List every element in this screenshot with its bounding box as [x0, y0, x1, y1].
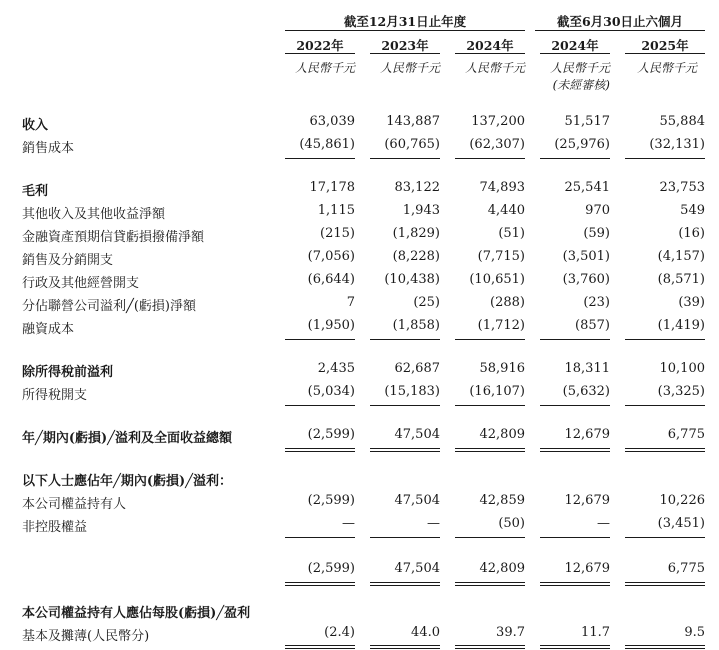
rule-single-0-c1	[370, 158, 440, 159]
rule-single-1-c1	[370, 339, 440, 340]
cell-r14-c1: —	[427, 516, 440, 531]
cell-r11-c4: 6,775	[667, 427, 705, 442]
cell-r11-c3: 12,679	[564, 427, 610, 442]
cell-r13-c0: (2,599)	[307, 493, 355, 508]
row-label-equity-holders: 本公司權益持有人	[22, 497, 127, 512]
year-header-3: 2024年	[466, 38, 514, 53]
cell-r14-c3: —	[597, 516, 610, 531]
cell-r17-c4: 9.5	[684, 625, 705, 640]
cell-r1-c2: (62,307)	[469, 137, 525, 152]
cell-r13-c4: 10,226	[659, 493, 705, 508]
cell-r4-c0: (215)	[320, 226, 355, 241]
rule-double-a-1-c0	[285, 582, 355, 583]
cell-r7-c0: 7	[346, 295, 355, 310]
unit-header-4: 人民幣千元	[549, 61, 610, 75]
cell-r0-c2: 137,200	[471, 114, 525, 129]
cell-r6-c4: (8,571)	[657, 272, 705, 287]
cell-r3-c1: 1,943	[402, 203, 440, 218]
year-rule-1	[285, 53, 355, 54]
cell-r1-c1: (60,765)	[384, 137, 440, 152]
row-label-profit-before-tax: 除所得稅前溢利	[22, 365, 114, 380]
rule-double-b-2-c2	[455, 648, 525, 649]
cell-r17-c2: 39.7	[496, 625, 525, 640]
year-header-2: 2023年	[381, 38, 429, 53]
cell-r4-c3: (59)	[583, 226, 610, 241]
cell-r11-c0: (2,599)	[307, 427, 355, 442]
rule-single-3-c1	[370, 537, 440, 538]
row-label-gross-profit: 毛利	[22, 184, 49, 199]
unaudited-note: (未經審核)	[552, 78, 610, 92]
header-group-halfyear: 截至6月30日止六個月	[556, 14, 684, 29]
rule-single-2-c1	[370, 405, 440, 406]
rule-double-b-1-c2	[455, 585, 525, 586]
cell-r15-c2: 42,809	[479, 561, 525, 576]
row-label-income-tax: 所得稅開支	[22, 388, 88, 403]
cell-r10-c0: (5,034)	[307, 384, 355, 399]
cell-r0-c1: 143,887	[386, 114, 440, 129]
cell-r8-c3: (857)	[575, 318, 610, 333]
year-rule-3	[455, 53, 525, 54]
rule-double-b-0-c3	[540, 451, 610, 452]
cell-r14-c0: —	[342, 516, 355, 531]
cell-r13-c3: 12,679	[564, 493, 610, 508]
cell-r2-c0: 17,178	[309, 180, 355, 195]
header-group-halfyear-rule	[535, 30, 705, 31]
unit-header-2: 人民幣千元	[379, 61, 440, 75]
cell-r10-c1: (15,183)	[384, 384, 440, 399]
year-rule-4	[540, 53, 610, 54]
cell-r5-c3: (3,501)	[562, 249, 610, 264]
cell-r8-c2: (1,712)	[477, 318, 525, 333]
rule-double-b-2-c0	[285, 648, 355, 649]
rule-double-a-1-c1	[370, 582, 440, 583]
cell-r0-c4: 55,884	[659, 114, 705, 129]
rule-single-3-c3	[540, 537, 610, 538]
cell-r2-c2: 74,893	[479, 180, 525, 195]
rule-single-1-c2	[455, 339, 525, 340]
cell-r11-c1: 47,504	[394, 427, 440, 442]
rule-double-b-0-c1	[370, 451, 440, 452]
cell-r8-c0: (1,950)	[307, 318, 355, 333]
rule-single-0-c3	[540, 158, 610, 159]
cell-r5-c4: (4,157)	[657, 249, 705, 264]
row-label-non-controlling: 非控股權益	[22, 520, 88, 535]
year-rule-5	[625, 53, 705, 54]
rule-double-a-1-c3	[540, 582, 610, 583]
rule-single-0-c2	[455, 158, 525, 159]
rule-double-b-0-c0	[285, 451, 355, 452]
rule-double-a-0-c0	[285, 448, 355, 449]
rule-double-b-0-c4	[625, 451, 705, 452]
cell-r6-c2: (10,651)	[469, 272, 525, 287]
cell-r2-c4: 23,753	[659, 180, 705, 195]
rule-single-0-c0	[285, 158, 355, 159]
rule-double-b-0-c2	[455, 451, 525, 452]
cell-r9-c4: 10,100	[659, 361, 705, 376]
cell-r13-c2: 42,859	[479, 493, 525, 508]
rule-single-3-c4	[625, 537, 705, 538]
row-label-eps-heading: 本公司權益持有人應佔每股(虧損)╱盈利	[22, 606, 251, 621]
year-header-1: 2022年	[296, 38, 344, 53]
rule-single-1-c3	[540, 339, 610, 340]
rule-double-a-2-c3	[540, 645, 610, 646]
rule-double-a-0-c1	[370, 448, 440, 449]
rule-double-b-2-c1	[370, 648, 440, 649]
rule-double-a-0-c3	[540, 448, 610, 449]
rule-double-a-0-c4	[625, 448, 705, 449]
header-group-years: 截至12月31日止年度	[343, 14, 467, 29]
year-header-5: 2025年	[641, 38, 689, 53]
unit-header-5: 人民幣千元	[636, 61, 697, 75]
cell-r3-c0: 1,115	[317, 203, 355, 218]
cell-r4-c2: (51)	[498, 226, 525, 241]
row-label-eps-basic-diluted: 基本及攤薄(人民幣分)	[22, 629, 150, 644]
row-label-total-comprehensive: 年╱期內(虧損)╱溢利及全面收益總額	[22, 431, 232, 446]
row-label-attributable-heading: 以下人士應佔年╱期內(虧損)╱溢利：	[22, 474, 232, 489]
row-label-cost-of-sales: 銷售成本	[22, 141, 75, 156]
cell-r8-c4: (1,419)	[657, 318, 705, 333]
cell-r15-c3: 12,679	[564, 561, 610, 576]
cell-r1-c0: (45,861)	[299, 137, 355, 152]
cell-r14-c4: (3,451)	[657, 516, 705, 531]
row-label-finance-costs: 融資成本	[22, 322, 75, 337]
cell-r10-c2: (16,107)	[469, 384, 525, 399]
rule-single-0-c4	[625, 158, 705, 159]
cell-r9-c0: 2,435	[317, 361, 355, 376]
rule-double-b-1-c0	[285, 585, 355, 586]
rule-single-1-c0	[285, 339, 355, 340]
cell-r13-c1: 47,504	[394, 493, 440, 508]
rule-double-a-2-c0	[285, 645, 355, 646]
cell-r4-c1: (1,829)	[392, 226, 440, 241]
cell-r17-c1: 44.0	[411, 625, 440, 640]
cell-r6-c1: (10,438)	[384, 272, 440, 287]
cell-r11-c2: 42,809	[479, 427, 525, 442]
rule-double-b-1-c1	[370, 585, 440, 586]
year-rule-2	[370, 53, 440, 54]
cell-r10-c4: (3,325)	[657, 384, 705, 399]
cell-r9-c3: 18,311	[564, 361, 610, 376]
row-label-ecl-allowance: 金融資產預期信貸虧損撥備淨額	[22, 230, 205, 245]
cell-r1-c3: (25,976)	[554, 137, 610, 152]
header-group-years-rule	[285, 30, 525, 31]
rule-single-2-c0	[285, 405, 355, 406]
rule-single-3-c0	[285, 537, 355, 538]
rule-double-b-1-c3	[540, 585, 610, 586]
cell-r1-c4: (32,131)	[649, 137, 705, 152]
cell-r15-c0: (2,599)	[307, 561, 355, 576]
rule-single-2-c2	[455, 405, 525, 406]
cell-r14-c2: (50)	[498, 516, 525, 531]
cell-r17-c0: (2.4)	[324, 625, 355, 640]
unit-header-3: 人民幣千元	[464, 61, 525, 75]
cell-r7-c2: (288)	[490, 295, 525, 310]
cell-r9-c2: 58,916	[479, 361, 525, 376]
cell-r7-c3: (23)	[583, 295, 610, 310]
cell-r3-c3: 970	[585, 203, 610, 218]
cell-r7-c4: (39)	[678, 295, 705, 310]
rule-double-a-2-c2	[455, 645, 525, 646]
cell-r3-c2: 4,440	[487, 203, 525, 218]
rule-double-a-2-c4	[625, 645, 705, 646]
rule-double-a-1-c2	[455, 582, 525, 583]
cell-r6-c3: (3,760)	[562, 272, 610, 287]
row-label-other-income: 其他收入及其他收益淨額	[22, 207, 166, 222]
cell-r0-c0: 63,039	[309, 114, 355, 129]
rule-single-1-c4	[625, 339, 705, 340]
unit-header-1: 人民幣千元	[294, 61, 355, 75]
row-label-revenue: 收入	[22, 118, 49, 133]
rule-double-a-0-c2	[455, 448, 525, 449]
year-header-4: 2024年	[551, 38, 599, 53]
rule-double-b-1-c4	[625, 585, 705, 586]
cell-r4-c4: (16)	[678, 226, 705, 241]
cell-r6-c0: (6,644)	[307, 272, 355, 287]
cell-r17-c3: 11.7	[581, 625, 610, 640]
cell-r5-c0: (7,056)	[307, 249, 355, 264]
rule-single-2-c3	[540, 405, 610, 406]
cell-r9-c1: 62,687	[394, 361, 440, 376]
cell-r7-c1: (25)	[413, 295, 440, 310]
row-label-selling-expenses: 銷售及分銷開支	[22, 253, 114, 268]
rule-double-a-2-c1	[370, 645, 440, 646]
cell-r8-c1: (1,858)	[392, 318, 440, 333]
cell-r10-c3: (5,632)	[562, 384, 610, 399]
rule-double-b-2-c4	[625, 648, 705, 649]
cell-r5-c2: (7,715)	[477, 249, 525, 264]
cell-r5-c1: (8,228)	[392, 249, 440, 264]
cell-r15-c4: 6,775	[667, 561, 705, 576]
row-label-share-of-associates: 分佔聯營公司溢利╱(虧損)淨額	[22, 299, 196, 314]
rule-single-2-c4	[625, 405, 705, 406]
rule-single-3-c2	[455, 537, 525, 538]
cell-r2-c3: 25,541	[564, 180, 610, 195]
row-label-admin-expenses: 行政及其他經營開支	[22, 276, 140, 291]
rule-double-a-1-c4	[625, 582, 705, 583]
cell-r3-c4: 549	[680, 203, 705, 218]
cell-r15-c1: 47,504	[394, 561, 440, 576]
rule-double-b-2-c3	[540, 648, 610, 649]
cell-r2-c1: 83,122	[394, 180, 440, 195]
cell-r0-c3: 51,517	[564, 114, 610, 129]
